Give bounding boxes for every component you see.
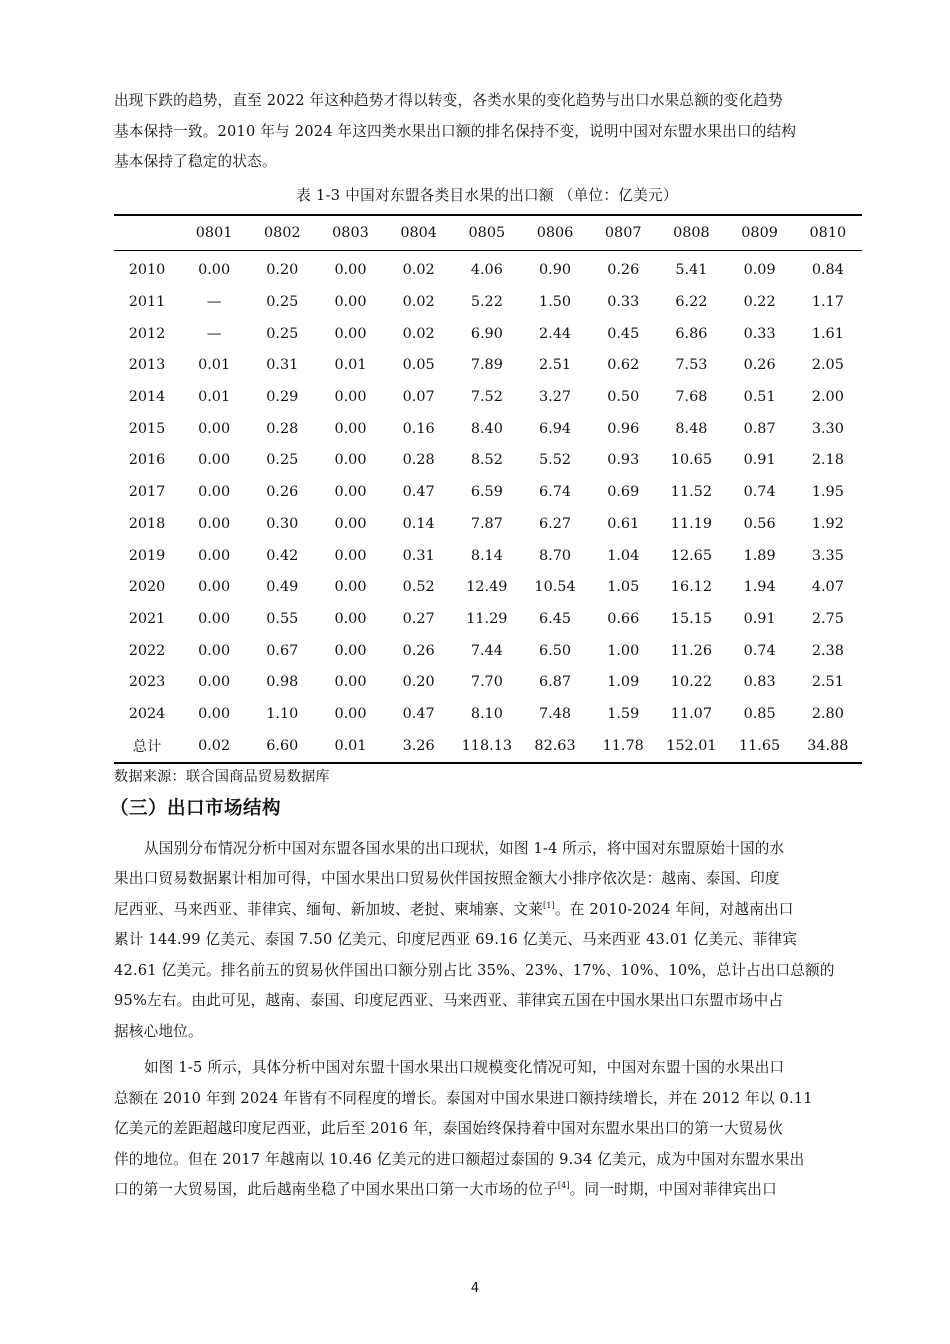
table-cell-value: 0.25 [266, 452, 299, 469]
table-row [114, 571, 862, 603]
intro-line: 基本保持了稳定的状态。 [114, 153, 277, 170]
table-cell-value: 6.22 [675, 294, 708, 311]
table-row [114, 540, 862, 572]
table-cell-value: 11.78 [602, 737, 644, 754]
table-cell-value: 3.26 [402, 737, 435, 754]
paragraph-line: 亿美元的差距超越印度尼西亚，此后至 2016 年，泰国始终保持着中国对东盟水果出口的第一大贸易伙 [114, 1120, 783, 1137]
table-cell-value: 0.85 [743, 705, 776, 722]
table-cell-value: 0.02 [402, 294, 435, 311]
table-row [114, 508, 862, 540]
table-cell-value: 2.05 [811, 357, 844, 374]
table-cell-value: 82.63 [534, 737, 576, 754]
table-cell-value: 8.10 [470, 705, 503, 722]
table-cell-value: 3.35 [811, 547, 844, 564]
table-cell-value: 4.06 [470, 262, 503, 279]
table-cell-value: 8.70 [539, 547, 572, 564]
table-cell-year: 2021 [128, 610, 166, 627]
table-cell-value: 0.74 [743, 484, 776, 501]
table-cell-value: 0.00 [198, 420, 231, 437]
table-cell-value: 0.47 [402, 484, 435, 501]
table-cell-value: 0.02 [402, 325, 435, 342]
table-cell-value: 7.70 [470, 674, 503, 691]
table-cell-value: 0.45 [607, 325, 640, 342]
intro-paragraph [114, 86, 860, 178]
table-cell-value: 11.29 [466, 610, 508, 627]
table-cell-value: 0.00 [198, 705, 231, 722]
table-cell-value: 0.28 [266, 420, 299, 437]
table-cell-value: 2.80 [811, 705, 844, 722]
table-cell-value: 5.41 [675, 262, 708, 279]
table-cell-value: 0.31 [402, 547, 435, 564]
table-row [114, 381, 862, 413]
table-cell-value: 2.44 [539, 325, 572, 342]
table-cell-value: 0.00 [334, 294, 367, 311]
table-cell-value: 0.01 [198, 357, 231, 374]
table-cell-value: 0.00 [198, 610, 231, 627]
paragraph-line: 伴的地位。但在 2017 年越南以 10.46 亿美元的进口额超过泰国的 9.34 亿美元，成为中国对东盟水果出 [114, 1150, 805, 1168]
table-cell-value: 3.30 [811, 420, 844, 437]
table-cell-value: 0.16 [402, 420, 435, 437]
table-cell-value: 11.19 [670, 515, 712, 532]
table-row [114, 318, 862, 350]
paragraph-country-distribution [114, 834, 860, 1048]
table-cell-value: — [206, 325, 222, 342]
table-cell-value: 0.50 [607, 389, 640, 406]
header-cell-year [114, 215, 180, 251]
table-cell-value: 0.26 [266, 484, 299, 501]
table-cell-value: 0.00 [198, 515, 231, 532]
table-cell-value: 0.00 [334, 610, 367, 627]
table-header-row [114, 215, 862, 251]
table-cell-value: 1.05 [607, 579, 640, 596]
table-header [114, 215, 862, 251]
table-cell-value: 6.86 [675, 325, 708, 342]
table-cell-value: 0.26 [402, 642, 435, 659]
paragraph-scale-change [114, 1053, 860, 1206]
header-cell-hs-code: 0805 [468, 224, 506, 241]
table-cell-value: 1.59 [607, 705, 640, 722]
table-cell-value: 0.28 [402, 452, 435, 469]
table-cell-value: 118.13 [461, 737, 513, 754]
table-cell-value: 1.92 [811, 515, 844, 532]
line-text: 。在 2010-2024 年间，对越南出口 [554, 900, 794, 918]
table-cell-value: 1.04 [607, 547, 640, 564]
header-cell-hs-code: 0803 [332, 224, 369, 241]
table-cell-value: 0.61 [607, 515, 640, 532]
table-cell-value: 1.00 [607, 642, 640, 659]
table-row [114, 350, 862, 382]
table-cell-value: 6.59 [470, 484, 503, 501]
table-cell-value: 0.00 [334, 452, 367, 469]
table-cell-year: 2022 [128, 642, 166, 659]
table-cell-value: 2.38 [811, 642, 844, 659]
data-source-note: 数据来源：联合国商品贸易数据库 [114, 768, 330, 785]
table-cell-value: 8.40 [470, 420, 503, 437]
table-cell-value: 0.30 [266, 515, 299, 532]
table-cell-value: 0.42 [266, 547, 299, 564]
section-heading: （三）出口市场结构 [110, 797, 282, 819]
paragraph-line: 42.61 亿美元。排名前五的贸易伙伴国出口额分别占比 35%、23%、17%、10%、10%，总计占出口总额的 [114, 961, 835, 979]
line-text: 口的第一大贸易国，此后越南坐稳了中国水果出口第一大市场的位子 [114, 1181, 558, 1198]
table-cell-value: 0.20 [266, 262, 299, 279]
header-cell-hs-code: 0804 [400, 224, 437, 241]
table-cell-value: 6.87 [539, 674, 572, 691]
table-cell-value: 0.25 [266, 294, 299, 311]
table-cell-value: 0.00 [198, 674, 231, 691]
table-cell-value: 8.48 [675, 420, 708, 437]
table-cell-value: 5.52 [539, 452, 572, 469]
table-cell-value: 1.50 [539, 294, 572, 311]
paragraph-line: 累计 144.99 亿美元、泰国 7.50 亿美元、印度尼西亚 69.16 亿美元、马来西亚 43.01 亿美元、菲律宾 [114, 931, 798, 948]
header-cell-hs-code: 0802 [263, 224, 301, 241]
table-cell-value: 0.00 [198, 262, 231, 279]
header-cell-hs-code: 0806 [536, 224, 574, 241]
table-row [114, 413, 862, 445]
table-cell-value: 0.00 [198, 452, 231, 469]
table-cell-value: 0.00 [334, 674, 367, 691]
table-cell-value: 0.66 [607, 610, 640, 627]
table-cell-year: 总计 [132, 739, 162, 756]
table-cell-value: 0.00 [334, 484, 367, 501]
table-cell-value: 0.09 [743, 262, 776, 279]
table-cell-value: 0.00 [198, 547, 231, 564]
table-cell-value: 0.87 [743, 420, 776, 437]
table-cell-year: 2014 [128, 389, 166, 406]
table-cell-value: 0.55 [266, 610, 299, 627]
table-cell-value: 0.33 [607, 294, 640, 311]
header-cell-hs-code: 0809 [741, 224, 778, 241]
table-cell-value: 1.10 [266, 705, 299, 722]
table-cell-value: 16.12 [670, 579, 712, 596]
table-cell-value: 0.67 [266, 642, 299, 659]
table-row [114, 603, 862, 635]
table-cell-value: 0.00 [334, 579, 367, 596]
table-cell-value: 152.01 [666, 737, 717, 754]
table-cell-value: 12.49 [466, 579, 508, 596]
table-row [114, 445, 862, 477]
table-cell-value: 1.89 [743, 547, 776, 564]
citation-4[interactable]: [4] [557, 1181, 570, 1190]
table-cell-year: 2020 [128, 579, 166, 596]
table-cell-value: 6.60 [266, 737, 299, 754]
line-text: 。同一时期，中国对菲律宾出口 [569, 1181, 777, 1198]
table-cell-value: 4.07 [811, 579, 844, 596]
table-cell-value: 10.65 [670, 452, 712, 469]
table-cell-value: 0.93 [607, 452, 640, 469]
table-cell-year: 2013 [128, 357, 166, 374]
table-cell-value: 34.88 [807, 737, 849, 754]
table-cell-value: 0.52 [402, 579, 435, 596]
paragraph-line: 总额在 2010 年到 2024 年皆有不同程度的增长。泰国对中国水果进口额持续增长，并在 2012 年以 0.11 [114, 1089, 813, 1107]
table-cell-value: 0.01 [198, 389, 231, 406]
line-text: 尼西亚、马来西亚、菲律宾、缅甸、新加坡、老挝、柬埔寨、文莱 [114, 900, 544, 918]
table-cell-value: 0.47 [402, 705, 435, 722]
table-cell-value: 2.51 [539, 357, 572, 374]
table-cell-value: 0.00 [334, 642, 367, 659]
table-cell-value: 10.54 [534, 579, 576, 596]
paragraph-line: 如图 1-5 所示，具体分析中国对东盟十国水果出口规模变化情况可知，中国对东盟十国的水果出口 [144, 1059, 785, 1076]
table-cell-value: 1.17 [811, 294, 844, 311]
intro-line: 基本保持一致。2010 年与 2024 年这四类水果出口额的排名保持不变，说明中国对东盟水果出口的结构 [114, 122, 797, 140]
table-cell-value: 11.65 [738, 737, 781, 754]
table-cell-value: 0.00 [334, 515, 367, 532]
table-cell-value: 1.61 [811, 325, 844, 342]
header-cell-hs-code: 0801 [195, 224, 233, 241]
table-cell-value: 0.26 [607, 262, 640, 279]
table-cell-value: — [206, 294, 222, 311]
table-cell-value: 12.65 [670, 547, 712, 564]
table-row [114, 286, 862, 318]
table-cell-value: 7.68 [675, 389, 708, 406]
table-cell-value: 0.22 [743, 294, 776, 311]
table-cell-value: 6.74 [539, 484, 572, 501]
table-cell-value: 10.22 [670, 674, 712, 691]
table-cell-value: 0.31 [266, 357, 299, 374]
table-row [114, 635, 862, 667]
table-cell-value: 7.52 [470, 389, 503, 406]
page-number: 4 [470, 1281, 480, 1296]
table-cell-year: 2012 [128, 325, 166, 342]
paragraph-line [114, 1175, 860, 1206]
citation-1[interactable]: [1] [543, 900, 555, 910]
table-cell-value: 2.51 [811, 674, 844, 691]
table-cell-year: 2023 [128, 674, 166, 691]
table-cell-value: 0.00 [198, 484, 231, 501]
table-row [114, 666, 862, 698]
table-cell-value: 2.00 [811, 389, 844, 406]
table-cell-value: 0.83 [743, 674, 776, 691]
table-cell-value: 0.07 [402, 389, 435, 406]
table-cell-value: 15.15 [670, 610, 712, 627]
table-cell-value: 0.26 [743, 357, 776, 374]
table-row [114, 250, 862, 286]
table-cell-value: 2.75 [811, 610, 844, 627]
table-cell-value: 0.91 [743, 452, 776, 469]
paragraph-line [114, 895, 860, 926]
table-cell-value: 1.95 [811, 484, 844, 501]
table-cell-value: 0.69 [607, 484, 640, 501]
table-cell-year: 2018 [128, 515, 166, 532]
table-cell-value: 7.89 [470, 357, 503, 374]
table-cell-value: 0.84 [811, 262, 844, 279]
table-cell-value: 0.29 [266, 389, 299, 406]
table-cell-value: 0.00 [334, 547, 367, 564]
table-cell-value: 1.09 [607, 674, 640, 691]
table-cell-value: 11.07 [670, 705, 712, 722]
table-cell-value: 7.44 [470, 642, 503, 659]
table-cell-value: 0.00 [198, 579, 231, 596]
table-cell-value: 0.00 [334, 262, 367, 279]
table-cell-value: 6.27 [539, 515, 572, 532]
table-cell-value: 0.25 [266, 325, 299, 342]
table-cell-value: 0.20 [402, 674, 435, 691]
header-cell-hs-code: 0808 [673, 224, 710, 241]
table-cell-value: 0.02 [198, 737, 231, 754]
table-row [114, 698, 862, 730]
paragraph-line: 95%左右。由此可见，越南、泰国、印度尼西亚、马来西亚、菲律宾五国在中国水果出口东盟市场中占 [114, 992, 784, 1009]
table-cell-value: 0.90 [539, 262, 572, 279]
table-caption: 表 1-3 中国对东盟各类目水果的出口额 （单位：亿美元） [296, 186, 678, 204]
table-body [114, 250, 862, 763]
table-cell-year: 2016 [128, 452, 166, 469]
table-cell-value: 6.94 [539, 420, 572, 437]
export-table [114, 214, 862, 764]
table-cell-year: 2024 [128, 705, 166, 722]
table-cell-value: 0.05 [402, 357, 435, 374]
table-cell-year: 2010 [128, 262, 166, 279]
table-cell-value: 0.49 [266, 579, 299, 596]
header-cell-hs-code: 0807 [604, 224, 642, 241]
table-cell-value: 11.52 [670, 484, 712, 501]
table-cell-year: 2019 [128, 547, 166, 564]
table-cell-value: 6.50 [539, 642, 572, 659]
paragraph-line: 果出口贸易数据累计相加可得，中国水果出口贸易伙伴国按照金额大小排序依次是：越南、泰国、印度 [114, 870, 780, 887]
paragraph-line: 从国别分布情况分析中国对东盟各国水果的出口现状，如图 1-4 所示，将中国对东盟原始十国的水 [144, 839, 785, 857]
table-cell-value: 0.00 [334, 389, 367, 406]
table-cell-year: 2015 [128, 420, 166, 437]
table-cell-value: 0.33 [743, 325, 776, 342]
table-cell-value: 7.53 [675, 357, 708, 374]
table-cell-value: 6.90 [470, 325, 503, 342]
table-cell-value: 0.62 [607, 357, 640, 374]
table-cell-value: 0.74 [743, 642, 776, 659]
table-cell-value: 5.22 [470, 294, 503, 311]
table-cell-value: 0.00 [334, 325, 367, 342]
table-cell-value: 2.18 [811, 452, 844, 469]
table-cell-value: 0.27 [402, 610, 435, 627]
table-row-total [114, 730, 862, 763]
document-page [110, 86, 860, 1212]
table-cell-value: 0.00 [198, 642, 231, 659]
table-cell-year: 2017 [128, 484, 166, 501]
table-cell-value: 0.14 [402, 515, 435, 532]
table-cell-value: 0.51 [743, 389, 776, 406]
table-cell-value: 8.14 [470, 547, 503, 564]
table-cell-value: 0.96 [607, 420, 640, 437]
table-cell-value: 0.98 [266, 674, 299, 691]
paragraph-line: 据核心地位。 [114, 1022, 203, 1040]
table-cell-value: 6.45 [539, 610, 572, 627]
intro-line: 出现下跌的趋势，直至 2022 年这种趋势才得以转变，各类水果的变化趋势与出口水果总额的变化趋势 [114, 92, 783, 109]
table-cell-value: 0.00 [334, 420, 367, 437]
table-cell-value: 7.48 [539, 705, 572, 722]
table-cell-value: 0.91 [743, 610, 776, 627]
table-cell-year: 2011 [128, 294, 166, 311]
table-row [114, 476, 862, 508]
table-cell-value: 0.01 [334, 357, 367, 374]
table-cell-value: 0.01 [334, 737, 367, 754]
table-cell-value: 0.02 [402, 262, 435, 279]
table-cell-value: 11.26 [670, 642, 712, 659]
table-cell-value: 1.94 [743, 579, 776, 596]
table-cell-value: 3.27 [539, 389, 572, 406]
table-cell-value: 8.52 [470, 452, 503, 469]
table-cell-value: 7.87 [470, 515, 503, 532]
table-cell-value: 0.56 [743, 515, 776, 532]
table-cell-value: 0.00 [334, 705, 367, 722]
header-cell-hs-code: 0810 [809, 224, 847, 241]
